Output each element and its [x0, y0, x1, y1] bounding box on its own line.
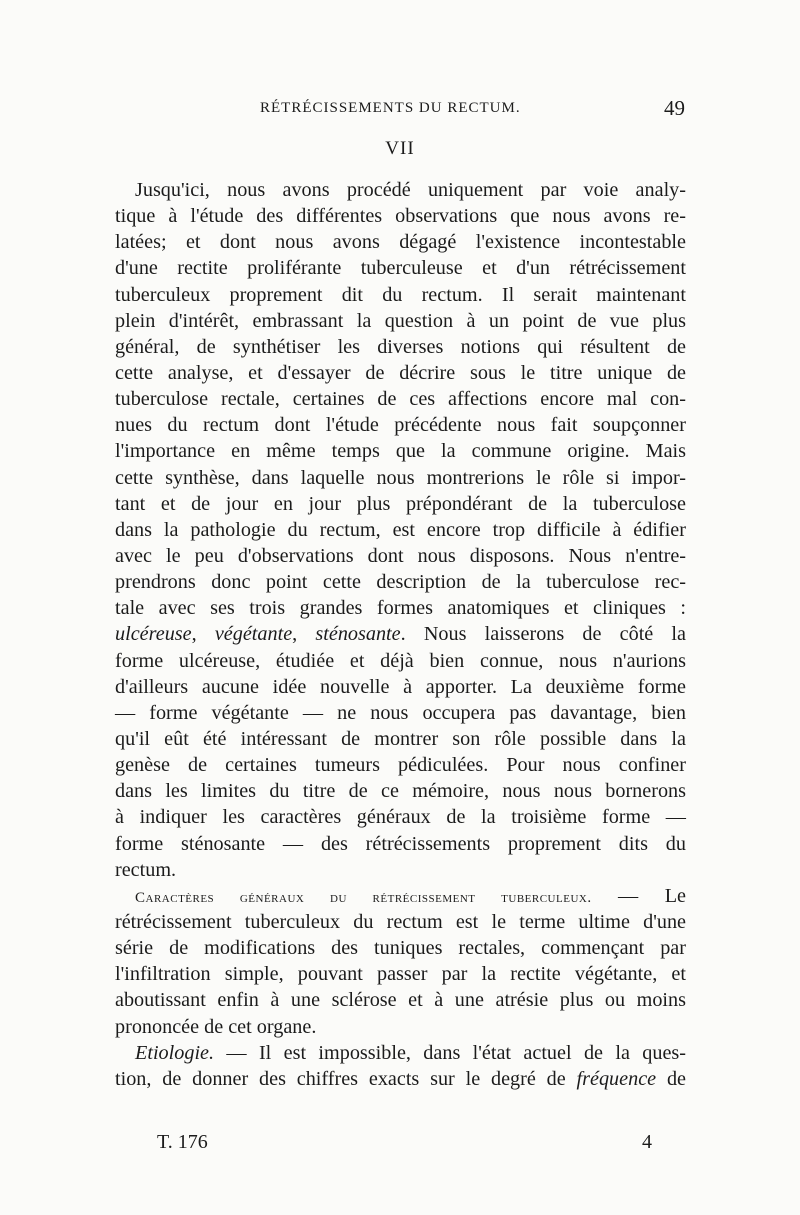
text-line: — forme végétante — ne nous occupera pas davantage, bien [115, 701, 686, 724]
text-line: prononcée de cet organe. [115, 1015, 317, 1038]
subsection-heading: Etiologie. [135, 1041, 215, 1064]
text-line: tale avec ses trois grandes formes anatomiques et cliniques : [115, 597, 686, 620]
text-line: série de modifications des tuniques rectales, commençant par [115, 937, 686, 960]
line-rest: — Il est impossible, dans l'état actuel de la ques- [214, 1041, 686, 1064]
line-text: tion, de donner des chiffres exacts sur le degré de [115, 1067, 577, 1090]
text-line: rectum. [115, 858, 177, 881]
italic-stenosante: sténosante [315, 623, 401, 646]
folio-number: 4 [642, 1131, 652, 1153]
running-title: RÉTRÉCISSEMENTS DU RECTUM. [260, 100, 521, 116]
text-line: à indiquer les caractères généraux de la troisième forme — [115, 806, 686, 829]
line-rest: — Le [591, 884, 686, 907]
text-line: d'une rectite proliférante tuberculeuse et d'un rétrécissement [115, 257, 686, 280]
text-line: tuberculeux proprement dit du rectum. Il serait maintenant [115, 283, 686, 306]
section-title: VII [385, 138, 415, 159]
text-line: général, de synthétiser les diverses notions qui résultent de [115, 335, 686, 358]
text-line-forms [115, 621, 686, 647]
text-line: cette analyse, et d'essayer de décrire sous le titre unique de [115, 361, 686, 384]
line-end: de [656, 1067, 686, 1090]
body-text [115, 177, 686, 1092]
text-line: plein d'intérêt, embrassant la question à un point de vue plus [115, 309, 686, 332]
text-line: dans les limites du titre de ce mémoire, nous nous bornerons [115, 780, 686, 803]
text-line: avec le peu d'observations dont nous disposons. Nous n'entre- [115, 544, 686, 567]
text-line: tant et de jour en jour plus prépondérant de la tuberculose [115, 492, 686, 515]
separator: , [191, 623, 215, 646]
subsection-caracteres [115, 883, 686, 909]
text-line: genèse de certaines tumeurs pédiculées. Pour nous confiner [115, 754, 686, 777]
subsection-heading: Caractères généraux du rétrécissement tuberculeux. [135, 889, 592, 906]
subsection-etiologie [115, 1040, 686, 1066]
text-line: aboutissant enfin à une sclérose et à une atrésie plus ou moins [115, 989, 686, 1012]
text-line: d'ailleurs aucune idée nouvelle à apporter. La deuxième forme [115, 675, 686, 698]
text-line: tique à l'étude des différentes observations que nous avons re- [115, 205, 686, 228]
page-number: 49 [664, 96, 685, 120]
italic-vegetante: végétante [214, 623, 293, 646]
text-line: Jusqu'ici, nous avons procédé uniquement par voie analy- [135, 179, 686, 201]
text-line: rétrécissement tuberculeux du rectum est le terme ultime d'une [115, 910, 686, 933]
text-line-last [115, 1066, 686, 1092]
italic-ulcereuse: ulcéreuse [115, 623, 192, 646]
text-line: qu'il eût été intéressant de montrer son rôle possible dans la [115, 727, 686, 750]
text-line: latées; et dont nous avons dégagé l'existence incontestable [115, 231, 686, 254]
italic-frequence: fréquence [576, 1067, 657, 1090]
page-footer [157, 1131, 652, 1157]
text-line: forme ulcéreuse, étudiée et déjà bien connue, nous n'aurions [115, 649, 686, 672]
signature-mark: T. 176 [157, 1131, 208, 1153]
line-rest: . Nous laisserons de côté la [400, 623, 686, 646]
text-line: l'infiltration simple, pouvant passer par la rectite végétante, et [115, 963, 686, 986]
separator: , [292, 623, 316, 646]
text-line: tuberculose rectale, certaines de ces affections encore mal con- [115, 388, 686, 411]
text-line: cette synthèse, dans laquelle nous montrerions le rôle si impor- [115, 466, 686, 489]
text-line: nues du rectum dont l'étude précédente nous fait soupçonner [115, 414, 686, 437]
text-line: forme sténosante — des rétrécissements proprement dits du [115, 832, 686, 855]
text-line: l'importance en même temps que la commune origine. Mais [115, 440, 686, 463]
text-line: prendrons donc point cette description de la tuberculose rec- [115, 571, 686, 594]
running-header [115, 96, 685, 124]
text-line: dans la pathologie du rectum, est encore trop difficile à édifier [115, 518, 686, 541]
